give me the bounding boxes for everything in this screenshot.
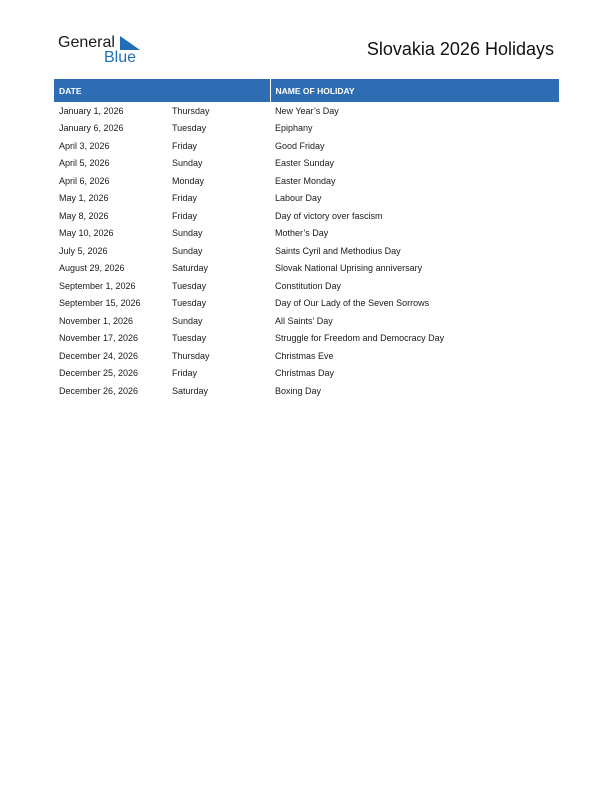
holiday-date: November 1, 2026 bbox=[59, 315, 134, 326]
holiday-weekday: Thursday bbox=[172, 350, 210, 361]
holiday-date: January 6, 2026 bbox=[59, 123, 124, 134]
holiday-name: Struggle for Freedom and Democracy Day bbox=[275, 333, 445, 344]
table-row bbox=[54, 260, 559, 278]
table-row bbox=[54, 172, 559, 190]
holiday-weekday: Sunday bbox=[172, 245, 203, 256]
holiday-name: Slovak National Uprising anniversary bbox=[275, 263, 423, 274]
holiday-name: Constitution Day bbox=[275, 280, 342, 291]
holiday-weekday: Sunday bbox=[172, 228, 203, 239]
holiday-weekday: Tuesday bbox=[172, 333, 207, 344]
holiday-date: April 6, 2026 bbox=[59, 175, 110, 186]
holiday-name: Christmas Day bbox=[275, 368, 335, 379]
holiday-date: September 1, 2026 bbox=[59, 280, 136, 291]
holiday-weekday: Tuesday bbox=[172, 280, 207, 291]
holiday-date: July 5, 2026 bbox=[59, 245, 108, 256]
table-row bbox=[54, 365, 559, 383]
column-header-holiday-name: NAME OF HOLIDAY bbox=[270, 79, 559, 102]
generalblue-logo bbox=[58, 34, 148, 68]
holiday-name: New Year’s Day bbox=[275, 105, 339, 116]
table-row bbox=[54, 225, 559, 243]
holiday-name: Easter Monday bbox=[275, 175, 336, 186]
holiday-date: May 10, 2026 bbox=[59, 228, 114, 239]
holiday-date: April 3, 2026 bbox=[59, 140, 110, 151]
holiday-weekday: Friday bbox=[172, 368, 198, 379]
holiday-weekday: Sunday bbox=[172, 158, 203, 169]
holiday-name: Good Friday bbox=[275, 140, 325, 151]
holiday-weekday: Tuesday bbox=[172, 298, 207, 309]
table-row bbox=[54, 190, 559, 208]
table-row bbox=[54, 382, 559, 400]
holiday-name: Mother’s Day bbox=[275, 228, 329, 239]
table-row bbox=[54, 330, 559, 348]
logo-word-blue: Blue bbox=[104, 49, 137, 66]
holiday-weekday: Friday bbox=[172, 140, 198, 151]
logo-word-general: General bbox=[58, 34, 115, 51]
table-row bbox=[54, 312, 559, 330]
holiday-rows bbox=[54, 102, 559, 400]
table-row bbox=[54, 295, 559, 313]
holiday-date: November 17, 2026 bbox=[59, 333, 139, 344]
table-row bbox=[54, 207, 559, 225]
holiday-date: May 1, 2026 bbox=[59, 193, 109, 204]
table-row bbox=[54, 242, 559, 260]
column-header-date: DATE bbox=[54, 79, 270, 102]
table-row bbox=[54, 277, 559, 295]
holiday-date: August 29, 2026 bbox=[59, 263, 125, 274]
holiday-weekday: Tuesday bbox=[172, 123, 207, 134]
holiday-date: December 24, 2026 bbox=[59, 350, 139, 361]
triangle-flag-icon bbox=[120, 36, 140, 50]
holiday-name: Easter Sunday bbox=[275, 158, 335, 169]
holiday-date: January 1, 2026 bbox=[59, 105, 124, 116]
holiday-weekday: Sunday bbox=[172, 315, 203, 326]
holiday-weekday: Friday bbox=[172, 210, 198, 221]
table-row bbox=[54, 347, 559, 365]
holiday-weekday: Saturday bbox=[172, 263, 209, 274]
holiday-name: Christmas Eve bbox=[275, 350, 334, 361]
holiday-name: Day of Our Lady of the Seven Sorrows bbox=[275, 298, 430, 309]
holiday-weekday: Monday bbox=[172, 175, 205, 186]
holiday-date: April 5, 2026 bbox=[59, 158, 110, 169]
table-row bbox=[54, 137, 559, 155]
holiday-name: Epiphany bbox=[275, 123, 313, 134]
holiday-date: December 25, 2026 bbox=[59, 368, 139, 379]
holiday-date: May 8, 2026 bbox=[59, 210, 109, 221]
holiday-table bbox=[54, 79, 559, 400]
holiday-date: December 26, 2026 bbox=[59, 385, 139, 396]
table-row bbox=[54, 120, 559, 138]
holiday-weekday: Thursday bbox=[172, 105, 210, 116]
holiday-name: Boxing Day bbox=[275, 385, 322, 396]
page-title: Slovakia 2026 Holidays bbox=[366, 39, 554, 59]
holiday-date: September 15, 2026 bbox=[59, 298, 141, 309]
table-header-row bbox=[54, 79, 559, 102]
holiday-name: Saints Cyril and Methodius Day bbox=[275, 245, 401, 256]
holiday-weekday: Saturday bbox=[172, 385, 209, 396]
holiday-name: Labour Day bbox=[275, 193, 322, 204]
holiday-name: Day of victory over fascism bbox=[275, 210, 383, 221]
holiday-name: All Saints’ Day bbox=[275, 315, 333, 326]
table-row bbox=[54, 102, 559, 120]
holiday-weekday: Friday bbox=[172, 193, 198, 204]
table-row bbox=[54, 155, 559, 173]
